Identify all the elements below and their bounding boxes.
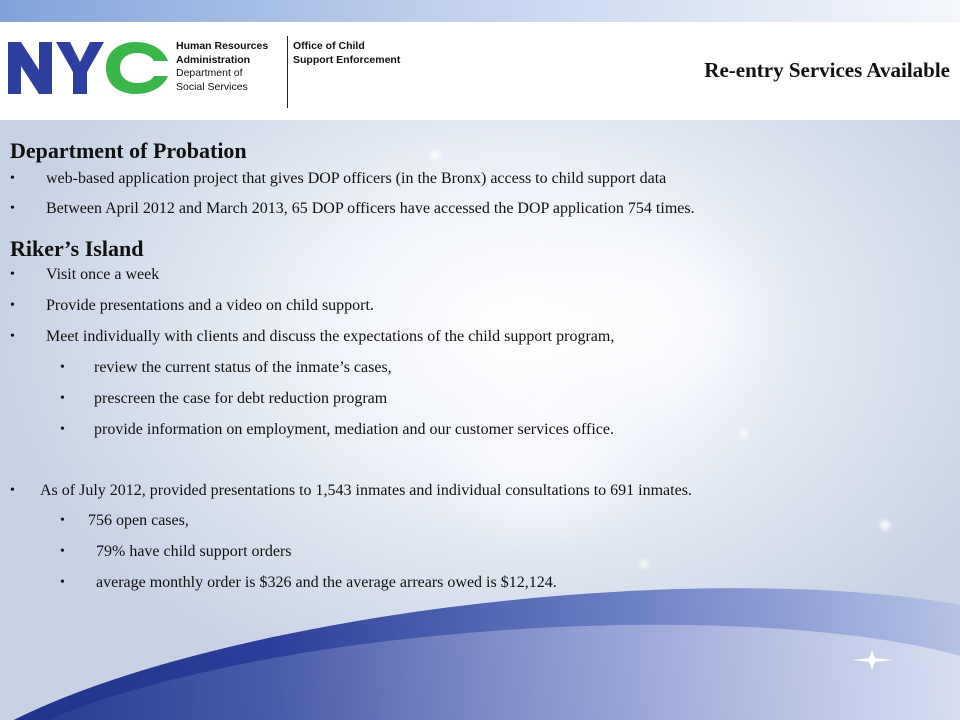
list-item <box>10 265 950 296</box>
hra-line: Administration <box>176 53 251 66</box>
bullet-icon: • <box>60 391 65 406</box>
bullet-icon: • <box>60 422 65 437</box>
sub-list-item-text: average monthly order is $326 and the average arrears owed is $12,124. <box>96 574 557 591</box>
ocse-line: Office of Child <box>293 40 365 52</box>
sub-list-item <box>10 511 950 542</box>
bullet-icon: • <box>60 360 65 375</box>
bullet-icon: • <box>60 575 65 590</box>
slide-content <box>10 133 950 604</box>
list-item-text: Provide presentations and a video on child support. <box>46 297 374 314</box>
sub-list-item <box>10 420 950 481</box>
star-sparkle-icon <box>850 648 894 672</box>
bullet-icon: • <box>10 171 15 186</box>
hra-line: Social Services <box>176 80 248 93</box>
sub-list-item <box>10 542 950 573</box>
section-heading-rikers: Riker’s Island <box>10 236 144 261</box>
bullet-icon: • <box>60 544 65 559</box>
sub-list-item-text: provide information on employment, mediation and our customer services office. <box>94 421 615 438</box>
list-item-text: Visit once a week <box>46 266 160 283</box>
bullet-icon: • <box>60 513 65 528</box>
list-item-text: web-based application project that gives DOP officers (in the Bronx) access to child support data <box>46 170 667 187</box>
top-strip <box>0 0 960 22</box>
sub-list-item-text: 756 open cases, <box>88 512 189 529</box>
nyc-logo <box>6 38 170 98</box>
list-item <box>10 327 950 358</box>
hra-line: Department of <box>176 67 243 79</box>
ocse-label <box>293 40 400 67</box>
list-item-text: As of July 2012, provided presentations to 1,543 inmates and individual consultations to 691 inmates. <box>40 482 692 499</box>
sub-list-item-text: 79% have child support orders <box>96 543 292 560</box>
sub-list-item-text: review the current status of the inmate’s cases, <box>94 359 392 376</box>
bullet-icon: • <box>10 201 15 216</box>
ocse-line: Support Enforcement <box>293 53 401 66</box>
sub-list-item <box>10 573 950 604</box>
list-item <box>10 481 950 511</box>
list-item <box>10 199 950 235</box>
sub-list-item <box>10 389 950 420</box>
list-item <box>10 296 950 327</box>
bullet-icon: • <box>10 483 15 498</box>
hra-dss-label <box>176 40 268 94</box>
sub-list-item-text: prescreen the case for debt reduction program <box>94 390 388 407</box>
slide-title: Re-entry Services Available <box>704 58 950 82</box>
bullet-icon: • <box>10 267 15 282</box>
list-item <box>10 169 950 199</box>
header-divider <box>287 36 288 108</box>
bullet-icon: • <box>10 298 15 313</box>
list-item-text: Between April 2012 and March 2013, 65 DOP officers have accessed the DOP application 754 times. <box>46 200 695 217</box>
sub-list-item <box>10 358 950 389</box>
hra-line: Human Resources <box>176 40 269 52</box>
list-item-text: Meet individually with clients and discuss the expectations of the child support program, <box>46 328 615 345</box>
section-heading-probation: Department of Probation <box>10 138 247 163</box>
bullet-icon: • <box>10 329 15 344</box>
